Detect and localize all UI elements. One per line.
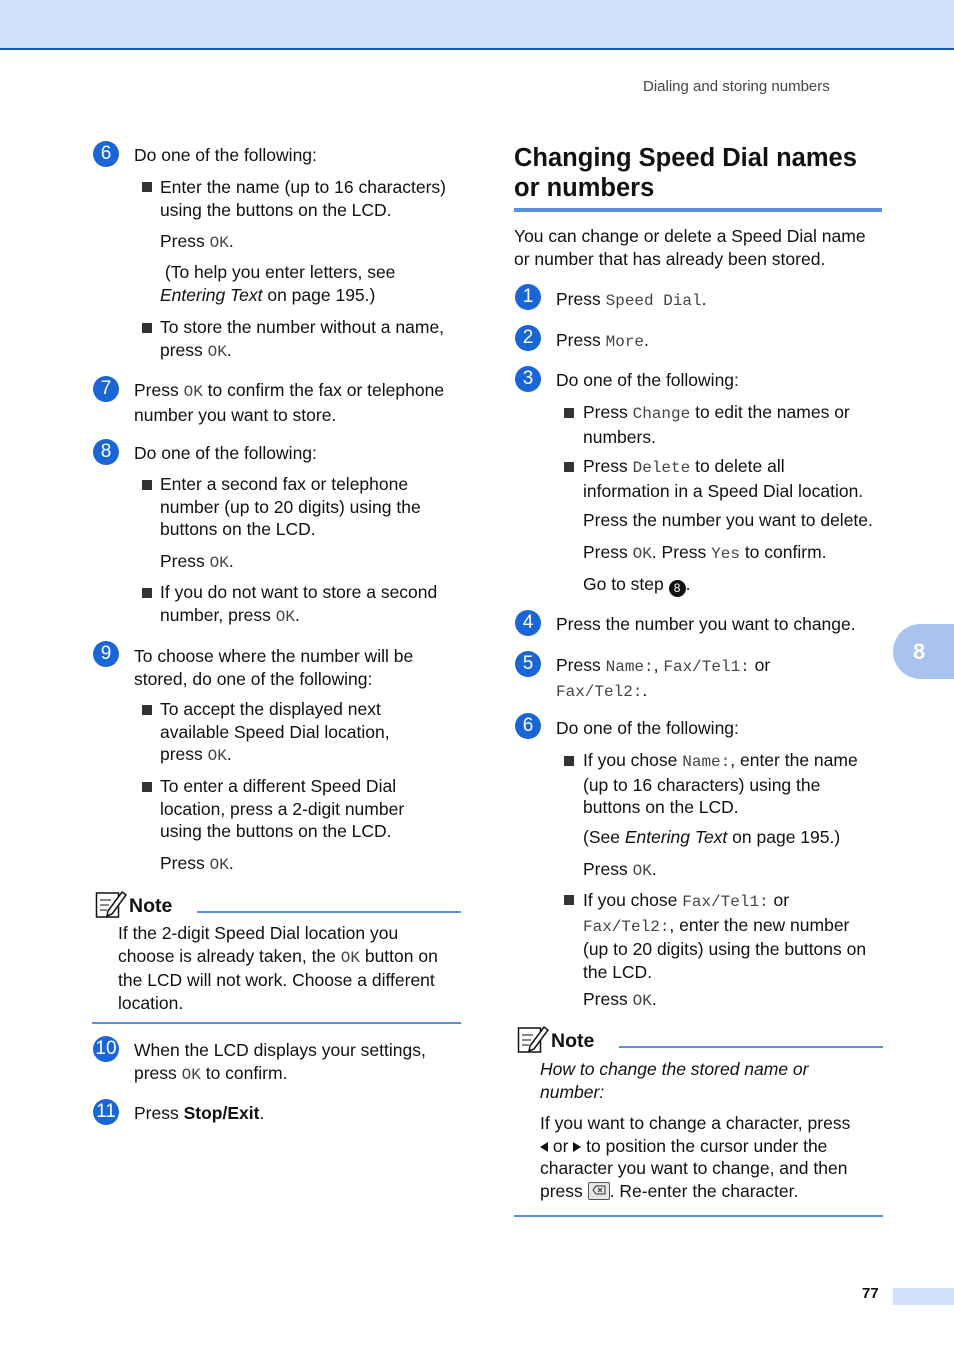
text: the LCD. bbox=[583, 961, 653, 982]
step-6-press-ok bbox=[160, 230, 234, 255]
text: number (up to 20 digits) using the bbox=[160, 496, 421, 517]
backspace-key-icon bbox=[588, 1182, 610, 1200]
text: If you want to change a character, press bbox=[540, 1113, 851, 1133]
text: number, press bbox=[160, 604, 276, 625]
bullet-square bbox=[564, 408, 574, 418]
text: choose is already taken, the bbox=[118, 945, 341, 966]
step-number-9: 9 bbox=[93, 641, 119, 667]
heading-rule bbox=[514, 208, 882, 212]
text: Press bbox=[134, 1103, 184, 1123]
text: Press bbox=[556, 655, 606, 675]
note-bottom-rule bbox=[514, 1215, 883, 1217]
text: stored, do one of the following: bbox=[134, 668, 373, 689]
step-6-bullet-1 bbox=[160, 176, 446, 221]
note-pencil-icon bbox=[517, 1024, 549, 1054]
step-ref-8[interactable]: 8 bbox=[669, 580, 686, 597]
text: or bbox=[749, 655, 771, 675]
step-6-right-bullet-2 bbox=[583, 889, 866, 983]
stop-exit-key: Stop/Exit bbox=[183, 1103, 260, 1123]
step-number-2: 2 bbox=[515, 325, 541, 351]
ok-key: OK bbox=[183, 383, 203, 401]
text: . bbox=[228, 853, 234, 873]
text: numbers. bbox=[583, 426, 656, 447]
text: . bbox=[701, 289, 707, 309]
text: Press bbox=[134, 380, 184, 400]
text: How to change the stored name or bbox=[540, 1059, 809, 1079]
text: on page 195.) bbox=[262, 284, 376, 305]
bullet-square bbox=[142, 480, 152, 490]
text: . bbox=[644, 330, 649, 350]
step-number-11: 11 bbox=[93, 1099, 119, 1125]
text: . Press bbox=[651, 542, 712, 562]
text: using the buttons on the LCD. bbox=[160, 821, 392, 841]
text: Enter a second fax or telephone bbox=[160, 474, 409, 494]
text: or bbox=[548, 1135, 574, 1156]
text: to confirm the fax or telephone bbox=[202, 380, 445, 400]
note-bottom-rule bbox=[92, 1022, 461, 1024]
text: , enter the name bbox=[730, 750, 858, 770]
text: Press bbox=[583, 859, 633, 879]
section-intro bbox=[514, 225, 866, 270]
text: or numbers bbox=[514, 174, 655, 202]
step-9-bullet-1 bbox=[160, 698, 390, 768]
text: Press bbox=[583, 456, 633, 476]
text: press bbox=[160, 339, 208, 360]
ok-key: OK bbox=[181, 1065, 201, 1084]
text: Go to step bbox=[583, 574, 669, 594]
ok-key: OK bbox=[207, 342, 227, 361]
text: Enter the name (up to 16 characters) bbox=[160, 177, 446, 197]
step-number-10: 10 bbox=[93, 1036, 119, 1062]
text: Press bbox=[160, 231, 210, 251]
text: information in a Speed Dial location. bbox=[583, 480, 864, 501]
text: the LCD will not work. Choose a different bbox=[118, 970, 435, 990]
text: Press bbox=[583, 402, 633, 422]
step-8-press-ok bbox=[160, 550, 234, 575]
running-title: Dialing and storing numbers bbox=[643, 78, 830, 95]
text: Changing Speed Dial names bbox=[514, 144, 857, 172]
text: press bbox=[134, 1062, 182, 1083]
text: If you do not want to store a second bbox=[160, 582, 438, 602]
step-3-bullet-1 bbox=[583, 401, 850, 448]
text: press bbox=[540, 1180, 588, 1201]
bullet-square bbox=[564, 462, 574, 472]
ok-key: OK bbox=[209, 554, 229, 572]
text: , enter the new number bbox=[669, 914, 850, 935]
bullet-square bbox=[142, 705, 152, 715]
note-top-rule bbox=[197, 911, 461, 913]
text: . Re-enter the character. bbox=[609, 1180, 799, 1201]
step-1-text bbox=[556, 288, 707, 313]
step-6-help bbox=[160, 261, 395, 306]
step-number-6-right: 6 bbox=[515, 713, 541, 739]
text: location, press a 2-digit number bbox=[160, 798, 405, 819]
text: When the LCD displays your settings, bbox=[134, 1040, 426, 1060]
step-3-goto bbox=[583, 573, 690, 597]
ok-key: OK bbox=[340, 948, 360, 967]
note-label: Note bbox=[129, 895, 173, 917]
step-number-6: 6 bbox=[93, 141, 119, 167]
text: or bbox=[768, 890, 790, 910]
text: Press bbox=[556, 289, 606, 309]
text: to position the cursor under the bbox=[581, 1135, 828, 1156]
text: You can change or delete a Speed Dial name bbox=[514, 226, 866, 246]
text: character you want to change, and then bbox=[540, 1158, 848, 1178]
chapter-tab: 8 bbox=[893, 624, 954, 679]
text: . bbox=[685, 574, 691, 594]
right-note-body bbox=[540, 1112, 850, 1202]
fax-tel2-key: Fax/Tel2: bbox=[583, 917, 670, 936]
text: location. bbox=[118, 992, 184, 1013]
text: If the 2-digit Speed Dial location you bbox=[118, 923, 399, 943]
text: . bbox=[259, 1103, 265, 1123]
step-number-7: 7 bbox=[93, 376, 119, 402]
text: available Speed Dial location, bbox=[160, 721, 390, 742]
text: . bbox=[294, 604, 300, 625]
text: To accept the displayed next bbox=[160, 699, 381, 719]
text: on page 195.) bbox=[727, 827, 841, 847]
step-6-intro: Do one of the following: bbox=[134, 145, 317, 165]
text: (up to 16 characters) using the bbox=[583, 774, 821, 795]
text: buttons on the LCD. bbox=[583, 797, 739, 817]
name-key: Name: bbox=[605, 658, 654, 676]
text: or number that has already been stored. bbox=[514, 248, 826, 269]
change-key: Change bbox=[632, 405, 691, 423]
text: . bbox=[228, 231, 234, 251]
bullet-square bbox=[142, 182, 152, 192]
step-5-text bbox=[556, 654, 770, 703]
step-9-intro bbox=[134, 645, 413, 690]
step-6-right-press-ok-2 bbox=[583, 988, 657, 1013]
text: using the buttons on the LCD. bbox=[160, 199, 392, 220]
left-note-body bbox=[118, 922, 438, 1014]
right-note-title bbox=[540, 1058, 809, 1103]
text: . bbox=[642, 679, 648, 700]
note-label: Note bbox=[551, 1030, 595, 1052]
step-number-3: 3 bbox=[515, 366, 541, 392]
note-pencil-icon bbox=[95, 889, 127, 919]
top-band bbox=[0, 0, 954, 50]
step-8-bullet-1 bbox=[160, 473, 421, 541]
step-number-5: 5 bbox=[515, 651, 541, 677]
text: , bbox=[653, 655, 664, 675]
text: to edit the names or bbox=[690, 402, 850, 422]
more-key: More bbox=[605, 333, 645, 351]
text: . bbox=[651, 989, 657, 1009]
text: Press bbox=[583, 542, 633, 562]
ok-key: OK bbox=[275, 607, 295, 626]
ok-key: OK bbox=[209, 856, 229, 874]
bullet-square bbox=[142, 323, 152, 333]
name-key: Name: bbox=[682, 753, 731, 771]
text: number: bbox=[540, 1081, 605, 1102]
step-number-4: 4 bbox=[515, 610, 541, 636]
step-10-text bbox=[134, 1039, 426, 1086]
step-3-intro: Do one of the following: bbox=[556, 370, 739, 390]
step-8-intro: Do one of the following: bbox=[134, 443, 317, 463]
step-6-right-see bbox=[583, 826, 840, 849]
bullet-square bbox=[564, 756, 574, 766]
text: to delete all bbox=[690, 456, 785, 476]
step-number-8: 8 bbox=[93, 439, 119, 465]
ok-key: OK bbox=[209, 234, 229, 252]
entering-text-ref: Entering Text bbox=[160, 284, 263, 305]
ok-key: OK bbox=[632, 545, 652, 563]
bullet-square bbox=[142, 782, 152, 792]
text: (See bbox=[583, 827, 625, 847]
step-7-text bbox=[134, 379, 444, 426]
yes-key: Yes bbox=[711, 545, 740, 563]
step-6-right-press-ok-1 bbox=[583, 858, 657, 883]
text: To enter a different Speed Dial bbox=[160, 776, 397, 796]
text: . bbox=[226, 744, 232, 764]
ok-key: OK bbox=[207, 747, 227, 765]
step-2-text bbox=[556, 329, 649, 354]
step-6-right-intro: Do one of the following: bbox=[556, 718, 739, 738]
text: to confirm. bbox=[739, 542, 827, 562]
step-3-confirm bbox=[583, 541, 827, 566]
delete-key: Delete bbox=[632, 459, 691, 477]
text: buttons on the LCD. bbox=[160, 519, 316, 539]
text: to confirm. bbox=[200, 1062, 288, 1083]
text: number you want to store. bbox=[134, 404, 337, 425]
text: . bbox=[228, 551, 234, 571]
step-9-press-ok bbox=[160, 852, 234, 877]
step-6-right-bullet-1 bbox=[583, 749, 858, 819]
entering-text-ref: Entering Text bbox=[624, 827, 728, 847]
text: Press bbox=[556, 330, 606, 350]
step-4-text: Press the number you want to change. bbox=[556, 614, 856, 634]
text: To choose where the number will be bbox=[134, 646, 414, 666]
step-number-1: 1 bbox=[515, 284, 541, 310]
text: (up to 20 digits) using the buttons on bbox=[583, 939, 867, 959]
step-3-delete-instruction: Press the number you want to delete. bbox=[583, 510, 873, 530]
text: Press bbox=[160, 551, 210, 571]
left-arrow-icon bbox=[540, 1142, 548, 1152]
text: Press bbox=[160, 853, 210, 873]
page-number-bar bbox=[893, 1288, 954, 1305]
text: If you chose bbox=[583, 890, 683, 910]
step-11-text bbox=[134, 1102, 264, 1125]
speed-dial-key: Speed Dial bbox=[605, 292, 702, 310]
ok-key: OK bbox=[632, 862, 652, 880]
text: To store the number without a name, bbox=[160, 317, 445, 337]
bullet-square bbox=[142, 588, 152, 598]
text: (To help you enter letters, see bbox=[164, 262, 396, 282]
text: Press bbox=[583, 989, 633, 1009]
page-number: 77 bbox=[862, 1285, 879, 1302]
text: . bbox=[651, 859, 657, 879]
text: If you chose bbox=[583, 750, 683, 770]
step-6-bullet-2 bbox=[160, 316, 444, 363]
note-top-rule bbox=[619, 1046, 883, 1048]
text: button on bbox=[359, 945, 438, 966]
step-3-bullet-2 bbox=[583, 455, 863, 502]
fax-tel2-key: Fax/Tel2: bbox=[556, 682, 643, 701]
text: press bbox=[160, 744, 208, 764]
fax-tel1-key: Fax/Tel1: bbox=[663, 658, 750, 676]
step-9-bullet-2 bbox=[160, 775, 404, 843]
text: . bbox=[226, 339, 232, 360]
section-heading bbox=[514, 143, 886, 203]
ok-key: OK bbox=[632, 992, 652, 1010]
fax-tel1-key: Fax/Tel1: bbox=[682, 893, 769, 911]
step-8-bullet-2 bbox=[160, 581, 437, 628]
bullet-square bbox=[564, 895, 574, 905]
